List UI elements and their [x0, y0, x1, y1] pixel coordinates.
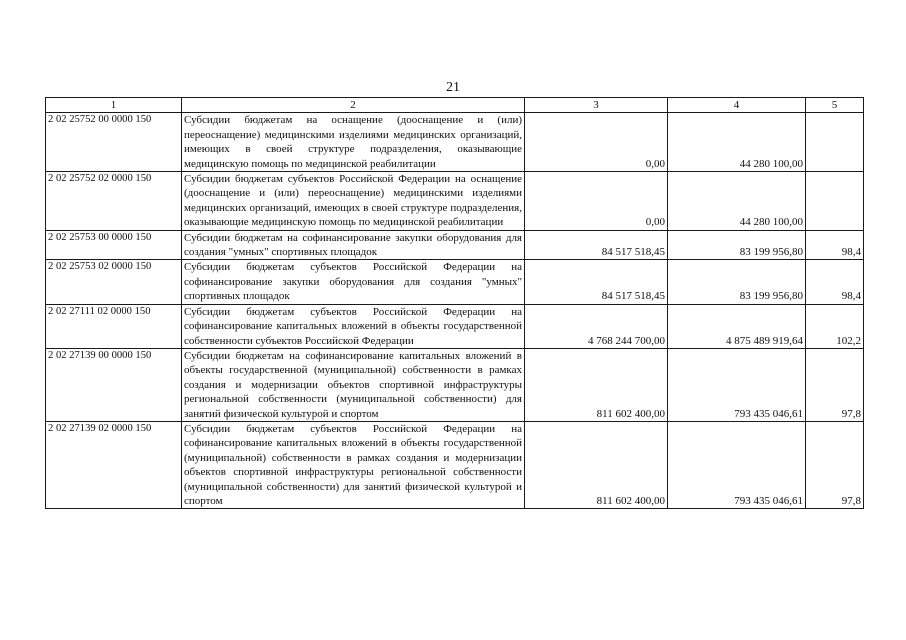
execution-percent: 97,8: [806, 421, 864, 508]
plan-amount: 84 517 518,45: [525, 260, 668, 304]
table-row: [46, 230, 864, 260]
table-row: [46, 113, 864, 172]
table-header-row: [46, 98, 864, 113]
actual-amount: 44 280 100,00: [668, 113, 806, 172]
budget-code: 2 02 25752 00 0000 150: [46, 113, 182, 172]
row-description: Субсидии бюджетам субъектов Российской Федерации на софинансирование закупки оборудования для создания "умных" спортивных площадок: [182, 260, 525, 304]
column-header: 3: [525, 98, 668, 113]
row-description: Субсидии бюджетам субъектов Российской Федерации на софинансирование капитальных вложений в объекты государственной (муниципальной) собственности в рамках создания и модернизации объектов спортивной инфраструктуры региональной собственности (муниципальной собственности) для занятий физической культурой и спортом: [182, 421, 525, 508]
budget-code: 2 02 25752 02 0000 150: [46, 172, 182, 231]
table-row: [46, 172, 864, 231]
actual-amount: 4 875 489 919,64: [668, 304, 806, 348]
actual-amount: 44 280 100,00: [668, 172, 806, 231]
execution-percent: 98,4: [806, 260, 864, 304]
actual-amount: 793 435 046,61: [668, 348, 806, 421]
budget-table: [45, 97, 864, 509]
plan-amount: 84 517 518,45: [525, 230, 668, 260]
execution-percent: [806, 113, 864, 172]
page-number: 21: [446, 80, 460, 95]
plan-amount: 0,00: [525, 172, 668, 231]
plan-amount: 811 602 400,00: [525, 348, 668, 421]
row-description: Субсидии бюджетам на софинансирование капитальных вложений в объекты государственной (муниципальной) собственности в рамках создания и модернизации объектов спортивной инфраструктуры региональной собственности (муниципальной собственности) для занятий физической культурой и спортом: [182, 348, 525, 421]
actual-amount: 793 435 046,61: [668, 421, 806, 508]
table-row: [46, 348, 864, 421]
budget-code: 2 02 25753 00 0000 150: [46, 230, 182, 260]
row-description: Субсидии бюджетам на софинансирование закупки оборудования для создания "умных" спортивных площадок: [182, 230, 525, 260]
row-description: Субсидии бюджетам субъектов Российской Федерации на оснащение (дооснащение и (или) переоснащение) медицинскими изделиями медицинских организаций, имеющих в своей структуре подразделения, оказывающие медицинскую помощь по медицинской реабилитации: [182, 172, 525, 231]
column-header: 1: [46, 98, 182, 113]
execution-percent: [806, 172, 864, 231]
plan-amount: 811 602 400,00: [525, 421, 668, 508]
budget-code: 2 02 27111 02 0000 150: [46, 304, 182, 348]
actual-amount: 83 199 956,80: [668, 230, 806, 260]
execution-percent: 98,4: [806, 230, 864, 260]
table-row: [46, 304, 864, 348]
actual-amount: 83 199 956,80: [668, 260, 806, 304]
plan-amount: 0,00: [525, 113, 668, 172]
budget-code: 2 02 27139 00 0000 150: [46, 348, 182, 421]
column-header: 4: [668, 98, 806, 113]
column-header: 2: [182, 98, 525, 113]
row-description: Субсидии бюджетам субъектов Российской Федерации на софинансирование капитальных вложений в объекты государственной собственности субъектов Российской Федерации: [182, 304, 525, 348]
row-description: Субсидии бюджетам на оснащение (дооснащение и (или) переоснащение) медицинскими изделиями медицинских организаций, имеющих в своей структуре подразделения, оказывающие медицинскую помощь по медицинской реабилитации: [182, 113, 525, 172]
table-row: [46, 421, 864, 508]
execution-percent: 97,8: [806, 348, 864, 421]
plan-amount: 4 768 244 700,00: [525, 304, 668, 348]
execution-percent: 102,2: [806, 304, 864, 348]
column-header: 5: [806, 98, 864, 113]
budget-code: 2 02 25753 02 0000 150: [46, 260, 182, 304]
budget-code: 2 02 27139 02 0000 150: [46, 421, 182, 508]
table-row: [46, 260, 864, 304]
